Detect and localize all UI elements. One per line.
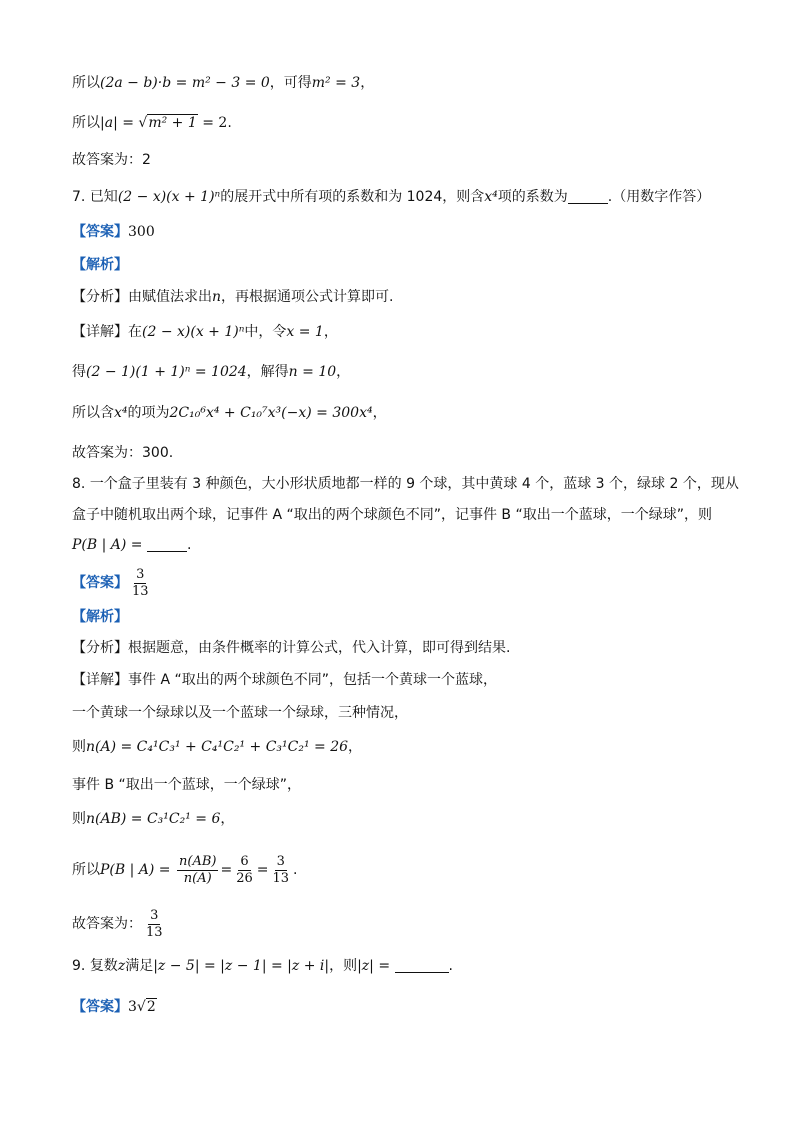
q8-fraction-3 bbox=[270, 854, 291, 887]
q8-detail-2: 一个黄球一个绿球以及一个蓝球一个绿球，三种情况， bbox=[72, 705, 408, 721]
q7-fenxi-b: ，再根据通项公式计算即可. bbox=[221, 289, 394, 305]
q7-step2-expr: (2 − 1)(1 + 1)ⁿ = 1024 bbox=[86, 364, 247, 380]
q7-detail-c: x = 1 bbox=[286, 324, 324, 340]
q8-detail-6: 所以P(B | A) = $\frac{n(AB)}{n(A)}$ = $\frac{6}{26}$ = $\frac{3}{13}$ . bbox=[72, 853, 298, 886]
q7-step2-b: ，解得 bbox=[246, 364, 289, 380]
q9-stem bbox=[72, 956, 453, 976]
q8-detail-6-a: 所以 bbox=[72, 862, 100, 878]
q9-answer bbox=[72, 997, 157, 1017]
sqrt-expression: √2 bbox=[136, 999, 156, 1015]
q8-detail-3 bbox=[72, 737, 362, 757]
q7-detail-b: 中，令 bbox=[244, 324, 287, 340]
q8-answer-fraction bbox=[130, 567, 151, 600]
q7-detail-3 bbox=[72, 403, 387, 423]
fraction-numerator: n(AB) bbox=[179, 853, 217, 869]
q7-detail-expr: (2 − x)(x + 1)ⁿ bbox=[142, 324, 245, 340]
q8-detail-3-b: ， bbox=[348, 739, 363, 755]
q7-detail-tag: 【详解】 bbox=[72, 324, 128, 340]
q8-detail-4: 事件 B “取出一个蓝球，一个绿球”， bbox=[72, 777, 302, 793]
q8-detail-1 bbox=[72, 670, 497, 690]
q8-detail-6-lhs: P(B | A) = bbox=[100, 862, 171, 878]
q8-stem-line-3 bbox=[72, 535, 191, 555]
q7-text-b: 的展开式中所有项的系数和为 1024，则含 bbox=[220, 189, 485, 205]
q8-detail-6-end: . bbox=[293, 862, 298, 878]
q8-line-1: 一个盒子里装有 3 种颜色，大小形状质地都一样的 9 个球，其中黄球 4 个，蓝球 3 个，绿球 2 个，现从 bbox=[89, 476, 739, 492]
q7-text-c: 项的系数为 bbox=[497, 189, 568, 205]
q7-fenxi-a: 由赋值法求出 bbox=[128, 289, 212, 305]
prev-line-1-mid: ，可得 bbox=[269, 75, 312, 91]
q7-fenxi bbox=[72, 287, 393, 307]
q7-fenxi-tag: 【分析】 bbox=[72, 289, 128, 305]
fraction-numerator: 6 bbox=[240, 853, 249, 869]
q9-text-c: ，则 bbox=[329, 958, 358, 974]
q7-analysis bbox=[72, 255, 128, 275]
q7-step3-b: 的项为 bbox=[127, 405, 170, 421]
q8-conclusion bbox=[72, 906, 167, 942]
q8-fraction-1 bbox=[177, 854, 218, 887]
q8-analysis bbox=[72, 607, 128, 627]
q7-step3-expr: 2C₁₀⁶x⁴ + C₁₀⁷x³(−x) = 300x⁴ bbox=[169, 405, 373, 421]
q8-analysis-tag: 【解析】 bbox=[72, 609, 128, 625]
q8-detail-1-text: 事件 A “取出的两个球颜色不同”，包括一个黄球一个蓝球， bbox=[128, 672, 497, 688]
q8-detail-5-b: ， bbox=[220, 811, 235, 827]
q9-text-a: 复数 bbox=[89, 958, 118, 974]
q7-detail-1 bbox=[72, 322, 338, 342]
q7-step3-x4: x⁴ bbox=[114, 405, 128, 421]
prev-line-2-end: . bbox=[227, 115, 232, 131]
q7-expr: (2 − x)(x + 1)ⁿ bbox=[117, 189, 221, 205]
prev-line-1-end: ， bbox=[360, 75, 375, 91]
q8-number: 8. bbox=[72, 476, 86, 492]
q7-step3-a: 所以含 bbox=[72, 405, 114, 421]
fraction-denominator: 26 bbox=[236, 870, 253, 886]
prev-line-2-prefix: 所以 bbox=[72, 115, 100, 131]
q9-number: 9. bbox=[72, 958, 86, 974]
q8-fraction-2 bbox=[234, 854, 255, 887]
q8-answer-blank bbox=[147, 537, 187, 552]
prev-line-2-result: = 2 bbox=[197, 115, 228, 131]
fraction-numerator: 3 bbox=[136, 566, 145, 582]
q8-conclusion-text: 故答案为： bbox=[72, 916, 142, 932]
q7-number: 7. bbox=[72, 189, 86, 205]
prev-line-1-result: m² = 3 bbox=[311, 75, 361, 91]
prev-line-2-expr: |a| = bbox=[100, 115, 139, 131]
q9-answer-coef: 3 bbox=[128, 999, 137, 1015]
q9-text-d: . bbox=[448, 958, 453, 974]
q9-answer-blank bbox=[395, 958, 449, 973]
q8-answer-tag: 【答案】 bbox=[72, 575, 128, 591]
q7-detail-a: 在 bbox=[128, 324, 142, 340]
q7-answer-tag: 【答案】 bbox=[72, 224, 128, 240]
sqrt-radicand: m² + 1 bbox=[148, 115, 197, 131]
fraction-denominator: n(A) bbox=[183, 870, 212, 886]
q7-analysis-tag: 【解析】 bbox=[72, 257, 128, 273]
q7-fenxi-n: n bbox=[212, 289, 222, 305]
q7-answer-blank bbox=[568, 189, 608, 204]
q9-expr: |z − 5| = |z − 1| = |z + i| bbox=[153, 958, 330, 974]
q9-expr-2: |z| = bbox=[357, 958, 395, 974]
q8-fenxi bbox=[72, 638, 510, 658]
q7-detail-2 bbox=[72, 362, 350, 382]
sqrt-expression: √m² + 1 bbox=[138, 115, 197, 131]
q9-answer-tag: 【答案】 bbox=[72, 999, 128, 1015]
q8-detail-5-expr: n(AB) = C₃¹C₂¹ = 6 bbox=[86, 811, 221, 827]
fraction-numerator: 3 bbox=[150, 907, 159, 923]
q7-conclusion: 故答案为：300. bbox=[72, 445, 174, 461]
q8-detail-3-expr: n(A) = C₄¹C₃¹ + C₄¹C₂¹ + C₃¹C₂¹ = 26 bbox=[86, 739, 349, 755]
q7-stem bbox=[72, 187, 710, 207]
prev-line-2 bbox=[72, 113, 232, 133]
q7-text-a: 已知 bbox=[89, 189, 118, 205]
fraction-denominator: 13 bbox=[272, 870, 290, 886]
q7-step2-d: ， bbox=[336, 364, 351, 380]
q8-answer bbox=[72, 566, 153, 600]
q8-fenxi-tag: 【分析】 bbox=[72, 640, 128, 656]
prev-line-1 bbox=[72, 73, 374, 93]
q8-detail-5 bbox=[72, 809, 234, 829]
q8-stem-line-1 bbox=[72, 474, 739, 494]
q8-fenxi-text: 根据题意，由条件概率的计算公式，代入计算，即可得到结果. bbox=[128, 640, 511, 656]
q9-z: z bbox=[117, 958, 126, 974]
q8-conclusion-fraction bbox=[144, 908, 165, 941]
prev-line-1-expr: (2a − b)·b = m² − 3 = 0 bbox=[100, 75, 270, 91]
q7-step2-c: n = 10 bbox=[288, 364, 337, 380]
prev-line-1-prefix: 所以 bbox=[72, 75, 100, 91]
prev-conclusion: 故答案为：2 bbox=[72, 152, 151, 168]
q9-text-b: 满足 bbox=[125, 958, 154, 974]
q8-stem-line-2: 盒子中随机取出两个球，记事件 A “取出的两个球颜色不同”，记事件 B “取出一个蓝球，一个绿球”，则 bbox=[72, 507, 712, 523]
q8-prob-expr: P(B | A) = bbox=[72, 537, 147, 553]
q7-answer bbox=[72, 222, 155, 242]
q8-line-3-end: . bbox=[187, 537, 192, 553]
q8-detail-tag: 【详解】 bbox=[72, 672, 128, 688]
q7-step3-c: ， bbox=[372, 405, 387, 421]
q7-x4: x⁴ bbox=[484, 189, 498, 205]
fraction-numerator: 3 bbox=[276, 853, 285, 869]
q8-detail-5-a: 则 bbox=[72, 811, 86, 827]
q8-detail-3-a: 则 bbox=[72, 739, 86, 755]
fraction-denominator: 13 bbox=[132, 583, 149, 599]
fraction-denominator: 13 bbox=[146, 924, 163, 940]
q7-detail-d: ， bbox=[323, 324, 338, 340]
sqrt-radicand: 2 bbox=[146, 999, 156, 1015]
q7-step2-a: 得 bbox=[72, 364, 86, 380]
q7-answer-value: 300 bbox=[128, 224, 155, 240]
q7-text-d: .（用数字作答） bbox=[607, 189, 711, 205]
